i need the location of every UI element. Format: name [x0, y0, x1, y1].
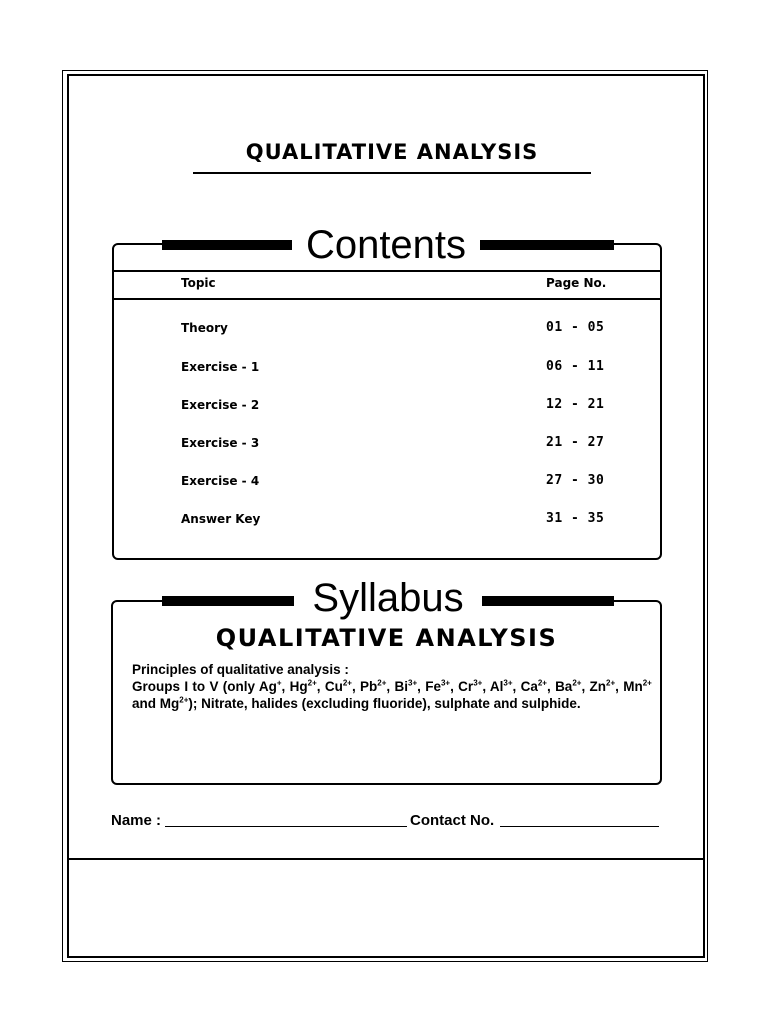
page-column-header: Page No.	[546, 276, 607, 290]
contents-row-pages: 06 - 11	[546, 359, 605, 374]
ion-charge: 2+	[307, 678, 317, 688]
name-blank-line	[165, 826, 407, 827]
ion-symbol: Hg	[289, 679, 308, 694]
ion-charge: 2+	[342, 678, 352, 688]
contents-row-topic: Exercise - 2	[181, 398, 260, 412]
contents-row-topic: Exercise - 4	[181, 474, 260, 488]
ion-symbol: Zn	[589, 679, 607, 694]
ion	[555, 679, 581, 694]
ion-charge: +	[276, 678, 282, 688]
ion-charge: 2+	[642, 678, 652, 688]
contents-row-topic: Theory	[181, 321, 228, 335]
contact-label: Contact No.	[410, 812, 495, 829]
contents-row-topic: Answer Key	[181, 512, 261, 526]
ion	[259, 679, 282, 694]
contents-heading: Contents	[292, 223, 480, 267]
ion-charge: 2+	[572, 678, 582, 688]
ion-list: Ag+, $Hg^{2+}$, $Cu^{2+}$, $Pb^{2+}$, $Bi^{3+}$, $Fe^{3+}$, $Cr^{3+}$, $Al^{3+}$, $Ca^{2+}$, $Ba^{2+}$, $Zn^{2+}$, $Mn^{2+}$	[258, 678, 652, 694]
ion-symbol: Cr	[458, 679, 474, 694]
name-label: Name :	[111, 812, 162, 829]
ion	[360, 679, 386, 694]
contents-row-pages: 27 - 30	[546, 473, 605, 488]
syllabus-title: QUALITATIVE ANALYSIS	[215, 624, 558, 652]
ion-charge: 2+	[537, 678, 547, 688]
ion	[395, 679, 418, 694]
ion-symbol: Pb	[360, 679, 378, 694]
and-word: and	[132, 696, 160, 711]
page-title: QUALITATIVE ANALYSIS	[245, 140, 539, 164]
syllabus-groups	[132, 678, 652, 712]
ion	[425, 679, 450, 694]
ion	[160, 696, 189, 711]
title-underline	[193, 172, 591, 174]
ion-charge: 3+	[473, 678, 483, 688]
ion-charge: 2+	[377, 678, 387, 688]
contents-row-topic: Exercise - 1	[181, 360, 260, 374]
contents-heading-bar-left	[162, 240, 292, 250]
syllabus-heading-bar-right	[478, 596, 614, 606]
ion-charge: 3+	[440, 678, 451, 688]
ion-charge: 2+	[179, 695, 189, 705]
contents-row-pages: 31 - 35	[546, 511, 605, 526]
ion	[290, 679, 317, 694]
syllabus-heading: Syllabus	[294, 576, 482, 620]
contents-heading-bar-right	[480, 240, 614, 250]
syllabus-line-principles: Principles of qualitative analysis :	[132, 662, 349, 677]
ion-symbol: Al	[489, 679, 504, 694]
contents-row-pages: 12 - 21	[546, 397, 605, 412]
ion-symbol: Bi	[394, 679, 408, 694]
topic-column-header: Topic	[181, 276, 216, 290]
footer-divider	[67, 858, 705, 860]
ion-symbol: Cu	[324, 679, 343, 694]
ion-symbol: Ba	[555, 679, 573, 694]
ion-charge: 3+	[503, 678, 513, 688]
ion-symbol: Mn	[623, 679, 643, 694]
contents-row-pages: 21 - 27	[546, 435, 605, 450]
ion-symbol: Mg	[159, 696, 180, 711]
syllabus-heading-bar-left	[162, 596, 294, 606]
ion-symbol: Ag	[258, 679, 277, 694]
ion	[490, 679, 513, 694]
ion-symbol: Fe	[425, 679, 441, 694]
groups-prefix: Groups I to V (only	[132, 679, 259, 694]
ion-symbol: Ca	[520, 679, 538, 694]
ion	[623, 679, 652, 694]
ion	[458, 679, 482, 694]
contents-row-topic: Exercise - 3	[181, 436, 260, 450]
ion-charge: 3+	[408, 678, 418, 688]
contact-blank-line	[500, 826, 659, 827]
groups-suffix: ); Nitrate, halides (excluding fluoride), sulphate and sulphide.	[188, 696, 581, 711]
syllabus-text	[132, 661, 652, 712]
contents-row-pages: 01 - 05	[546, 320, 605, 335]
ion	[590, 679, 616, 694]
ion	[521, 679, 547, 694]
ion	[325, 679, 352, 694]
ion-charge: 2+	[606, 678, 616, 688]
